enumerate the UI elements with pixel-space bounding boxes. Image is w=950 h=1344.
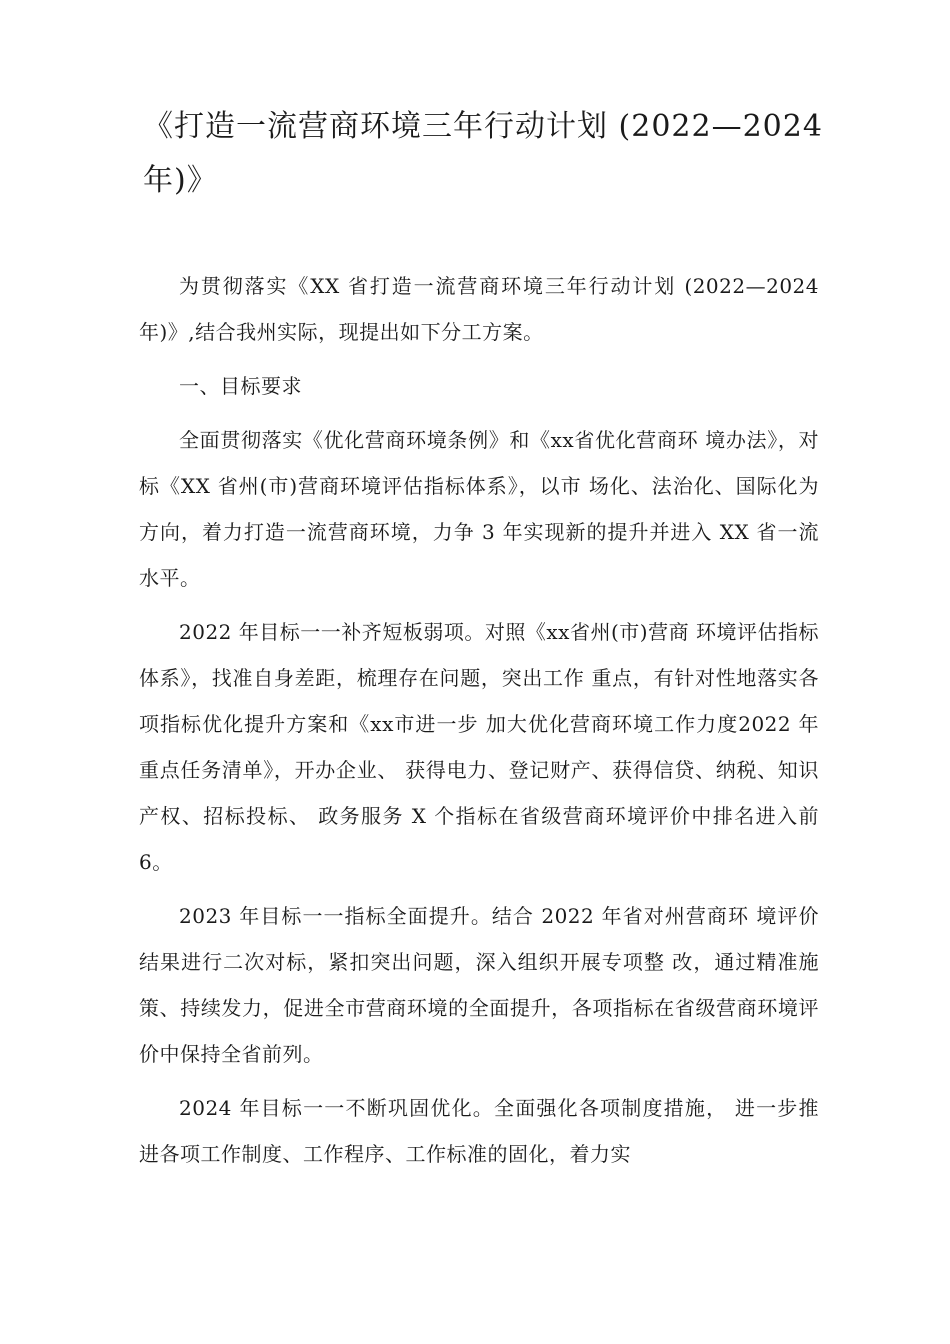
section-heading-goals: 一、目标要求 (179, 374, 302, 398)
intro-paragraph: 为贯彻落实《XX 省打造一流营商环境三年行动计划 (2022—2024 年)》,结合我州实际，现提出如下分工方案。 (139, 274, 819, 344)
goal-2023-paragraph: 2023 年目标一一指标全面提升。结合 2022 年省对州营商环 境评价结果进行二次对标，紧扣突出问题，深入组织开展专项整 改，通过精准施策、持续发力，促进全市营商环境的全面提升，各项指标在省级营商环境评价中保持全省前列。 (139, 904, 819, 1066)
document-body (139, 263, 819, 1185)
goal-2024-paragraph: 2024 年目标一一不断巩固优化。全面强化各项制度措施， 进一步推进各项工作制度、工作程序、工作标准的固化，着力实 (139, 1096, 819, 1166)
goal-2022-paragraph: 2022 年目标一一补齐短板弱项。对照《xx省州(市)营商 环境评估指标体系》，找准自身差距，梳理存在问题，突出工作 重点，有针对性地落实各项指标优化提升方案和《xx市进一步 加大优化营商环境工作力度2022 年重点任务清单》，开办企业、 获得电力、登记财产、获得信贷、纳税、知识产权、招标投标、 政务服务 X 个指标在省级营商环境评价中排名进入前 6。 (139, 620, 819, 874)
goals-paragraph: 全面贯彻落实《优化营商环境条例》和《xx省优化营商环 境办法》，对标《XX 省州(市)营商环境评估指标体系》，以市 场化、法治化、国际化为方向，着力打造一流营商环境，力争 3 年实现新的提升并进入 XX 省一流水平。 (139, 428, 819, 590)
document-title: 《打造一流营商环境三年行动计划 (2022—2024 年)》 (143, 109, 823, 198)
